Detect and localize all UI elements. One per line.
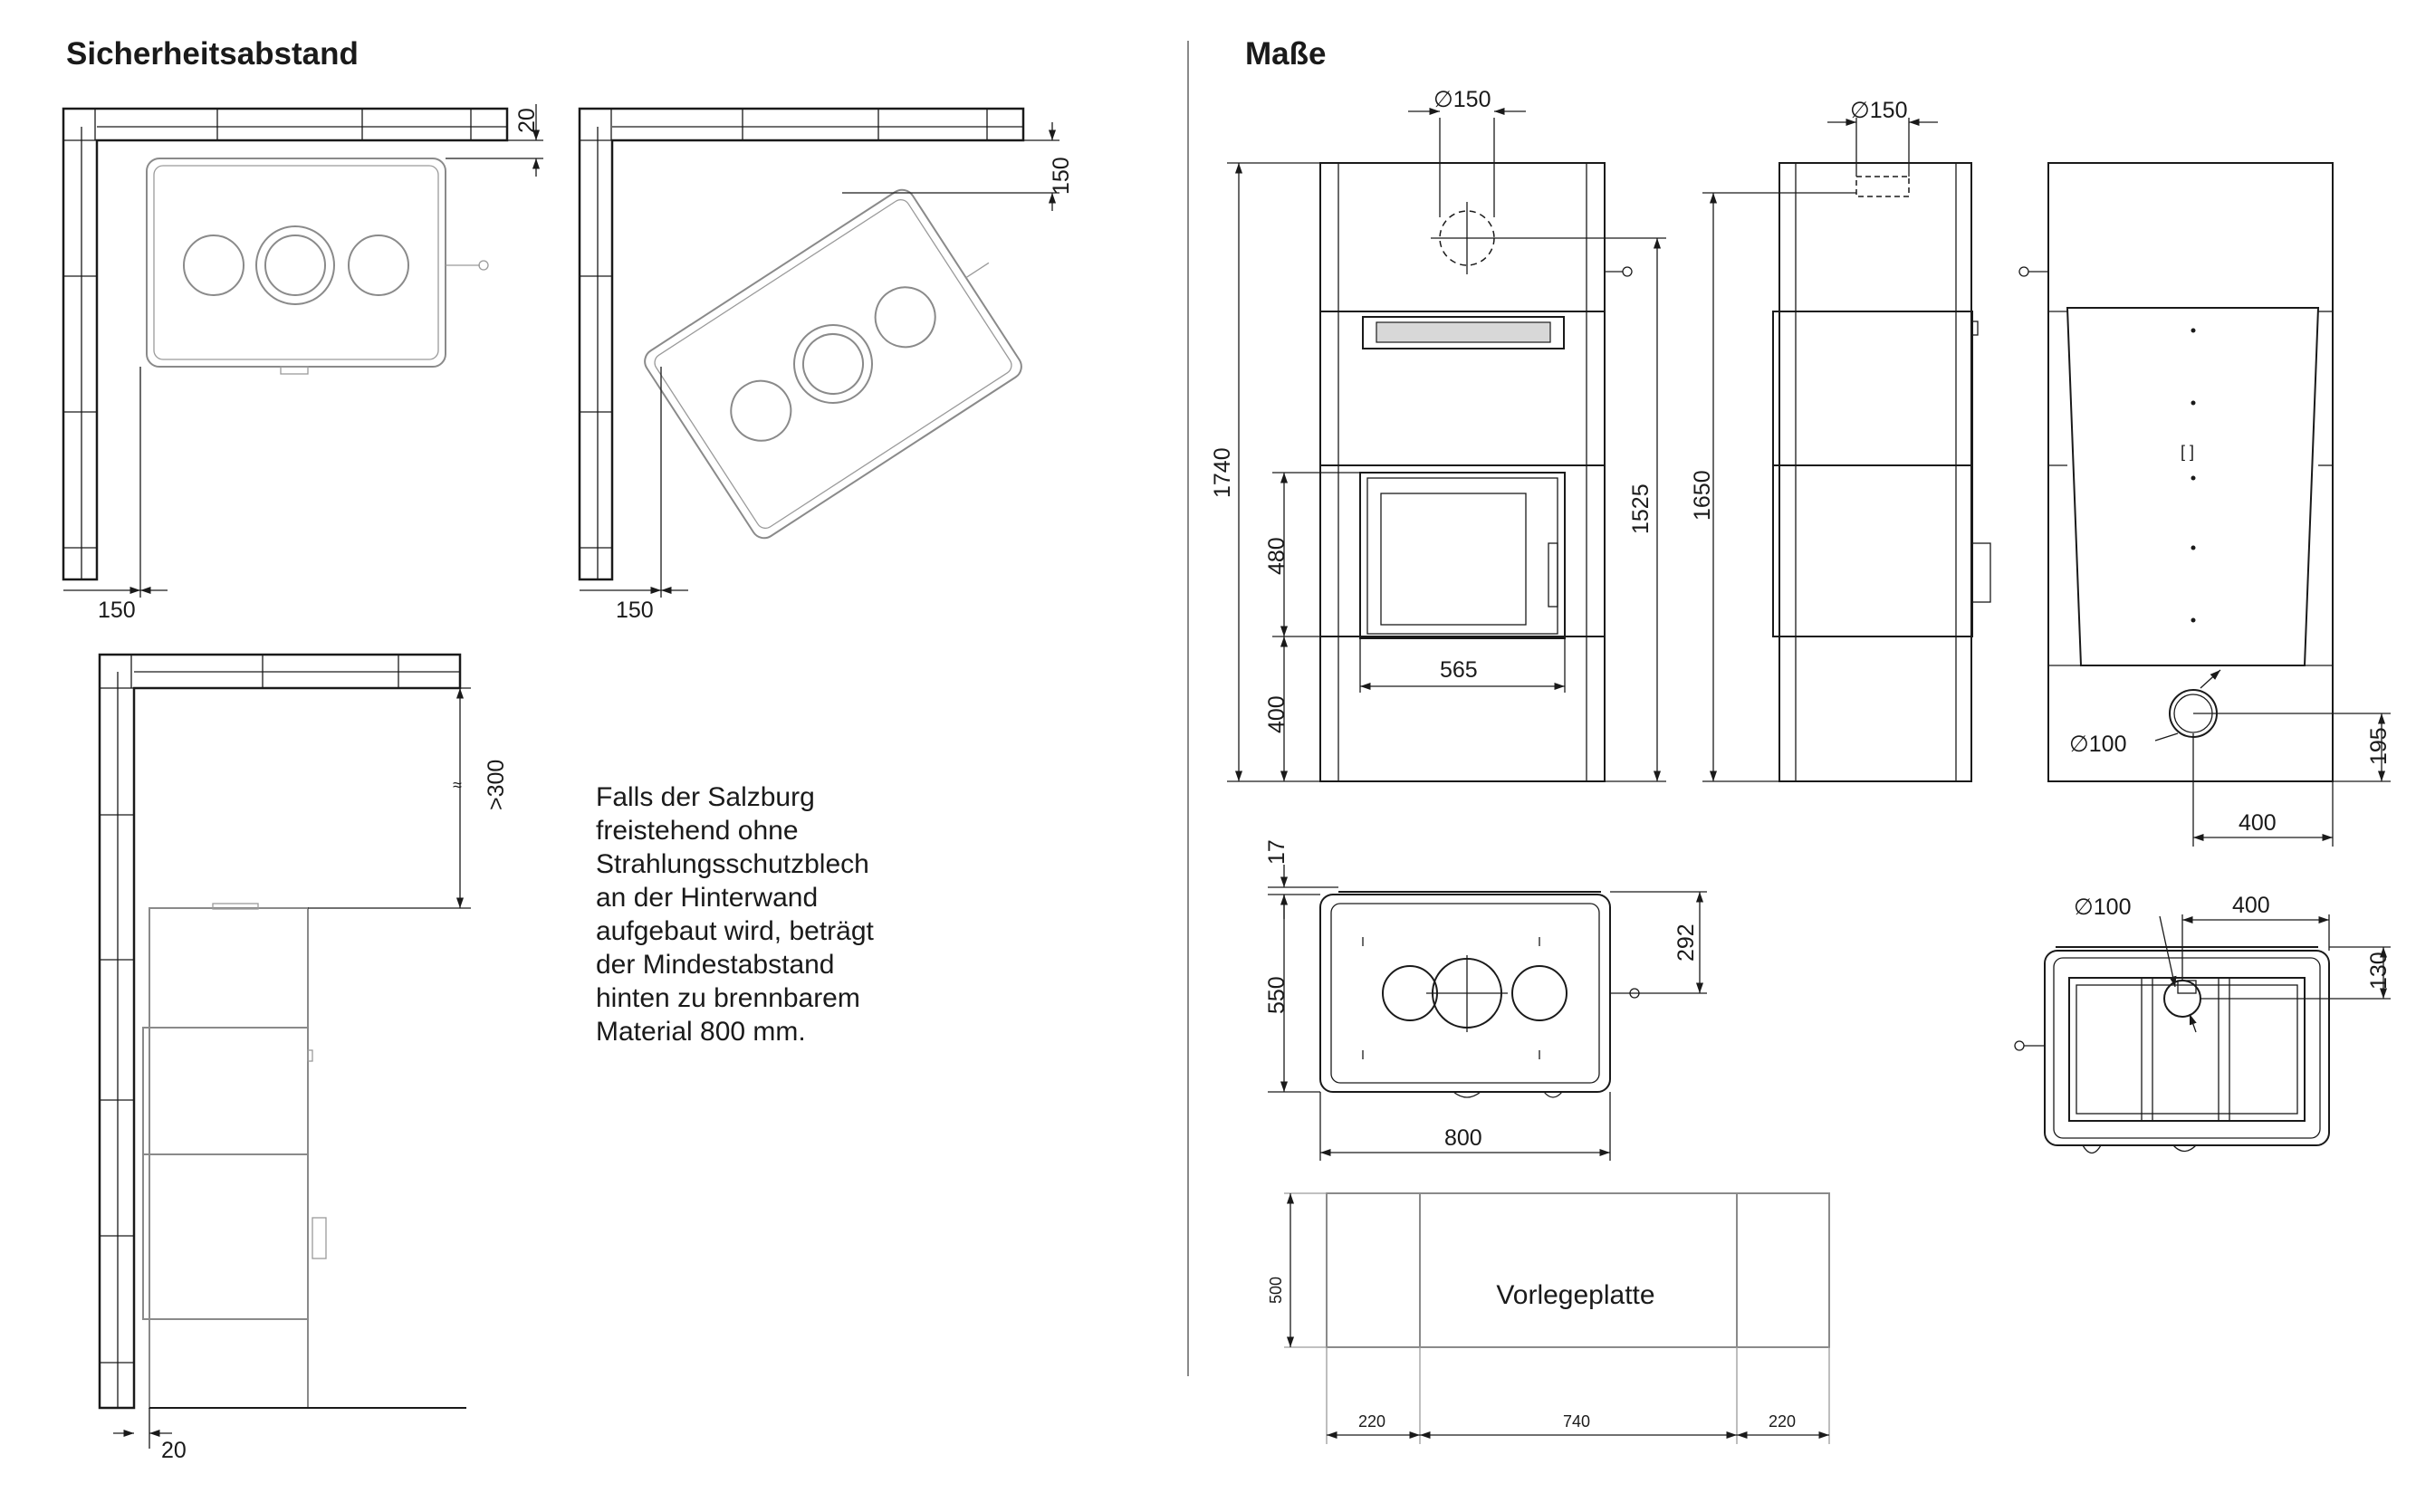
dim-label: 150	[1049, 157, 1074, 195]
top-view-rear	[2015, 893, 2392, 1153]
dim-label: 480	[1264, 537, 1289, 575]
hotplate-icon	[780, 311, 887, 418]
dim-label: ∅150	[1850, 98, 1908, 123]
rear-view	[2019, 163, 2392, 847]
corner-wall-b	[580, 109, 1023, 579]
note-line: aufgebaut wird, beträgt	[596, 916, 874, 946]
dim-label: 150	[616, 598, 654, 623]
note-line: Falls der Salzburg	[596, 782, 815, 812]
stove-rear-outline	[2048, 163, 2333, 781]
stove-top-a	[147, 158, 446, 367]
dim-label: 1740	[1210, 447, 1235, 498]
fire-door	[1360, 473, 1565, 638]
dim-label: 220	[1358, 1412, 1386, 1431]
front-view	[1210, 87, 1666, 781]
corner-clearance-b	[580, 109, 1074, 623]
note-line: freistehend ohne	[596, 816, 799, 846]
dim-label: ∅150	[1433, 87, 1491, 112]
dim-label: 17	[1264, 839, 1289, 865]
dim-label: 400	[2232, 893, 2270, 918]
note-line: hinten zu brennbarem	[596, 983, 860, 1013]
dim-label: ∅100	[2074, 895, 2132, 920]
note-line: Strahlungsschutzblech	[596, 849, 869, 879]
dim-label: 150	[98, 598, 136, 623]
hotplate-icon	[864, 276, 946, 359]
dim-label: 292	[1673, 923, 1699, 962]
svg-text:≈: ≈	[453, 776, 462, 794]
door-handle	[1972, 543, 1990, 602]
floor-plate	[1267, 1193, 1829, 1444]
flue-outlet-top-rear	[2164, 981, 2200, 1017]
dim-label: 20	[514, 108, 540, 133]
stove-top-rear-outline	[2045, 951, 2329, 1145]
hotplate-icon	[720, 369, 802, 452]
dim-label: 740	[1563, 1412, 1591, 1431]
stove-top-b	[640, 170, 1050, 543]
dim-label: 400	[1264, 695, 1289, 733]
dim-label: 550	[1264, 976, 1289, 1014]
corner-wall-a	[63, 109, 507, 579]
dim-label: 20	[161, 1438, 187, 1463]
door-glass	[1381, 493, 1526, 625]
flue-outlet-dashed	[1856, 177, 1909, 196]
dim-label: >300	[484, 759, 509, 810]
note-line: an der Hinterwand	[596, 883, 819, 913]
dim-label: 1525	[1628, 483, 1654, 534]
dim-label: 1650	[1690, 470, 1715, 521]
stove-side-silhouette	[149, 908, 308, 1408]
dim-label: ∅100	[2069, 732, 2127, 757]
dim-label: 400	[2239, 810, 2277, 836]
hotplate-icon	[1512, 966, 1567, 1020]
corner-clearance-a	[63, 104, 543, 623]
side-view	[1690, 98, 1990, 781]
dim-label: 195	[2366, 727, 2392, 765]
side-clearance	[100, 655, 509, 1463]
floor-plate-label: Vorlegeplatte	[1496, 1280, 1655, 1310]
side-wall	[100, 655, 460, 1408]
stove-side-outline	[1779, 163, 1971, 781]
dim-label: 500	[1267, 1276, 1285, 1304]
hotplate-icon	[349, 235, 408, 295]
heading-clearance: Sicherheitsabstand	[66, 36, 359, 72]
hotplate-icon	[184, 235, 244, 295]
note-line: Material 800 mm.	[596, 1017, 806, 1047]
dim-label: 220	[1769, 1412, 1797, 1431]
floor-plate-outline	[1327, 1193, 1829, 1347]
dim-label: 800	[1444, 1125, 1482, 1151]
dim-label: 565	[1440, 657, 1478, 683]
hotplate-icon	[256, 226, 334, 304]
heading-dimensions: Maße	[1245, 36, 1327, 72]
dim-label: 130	[2366, 952, 2392, 990]
top-view	[1264, 839, 1707, 1161]
note-line: der Mindestabstand	[596, 950, 835, 980]
svg-text:[ ]: [ ]	[2181, 443, 2195, 461]
door-handle	[1548, 543, 1558, 607]
